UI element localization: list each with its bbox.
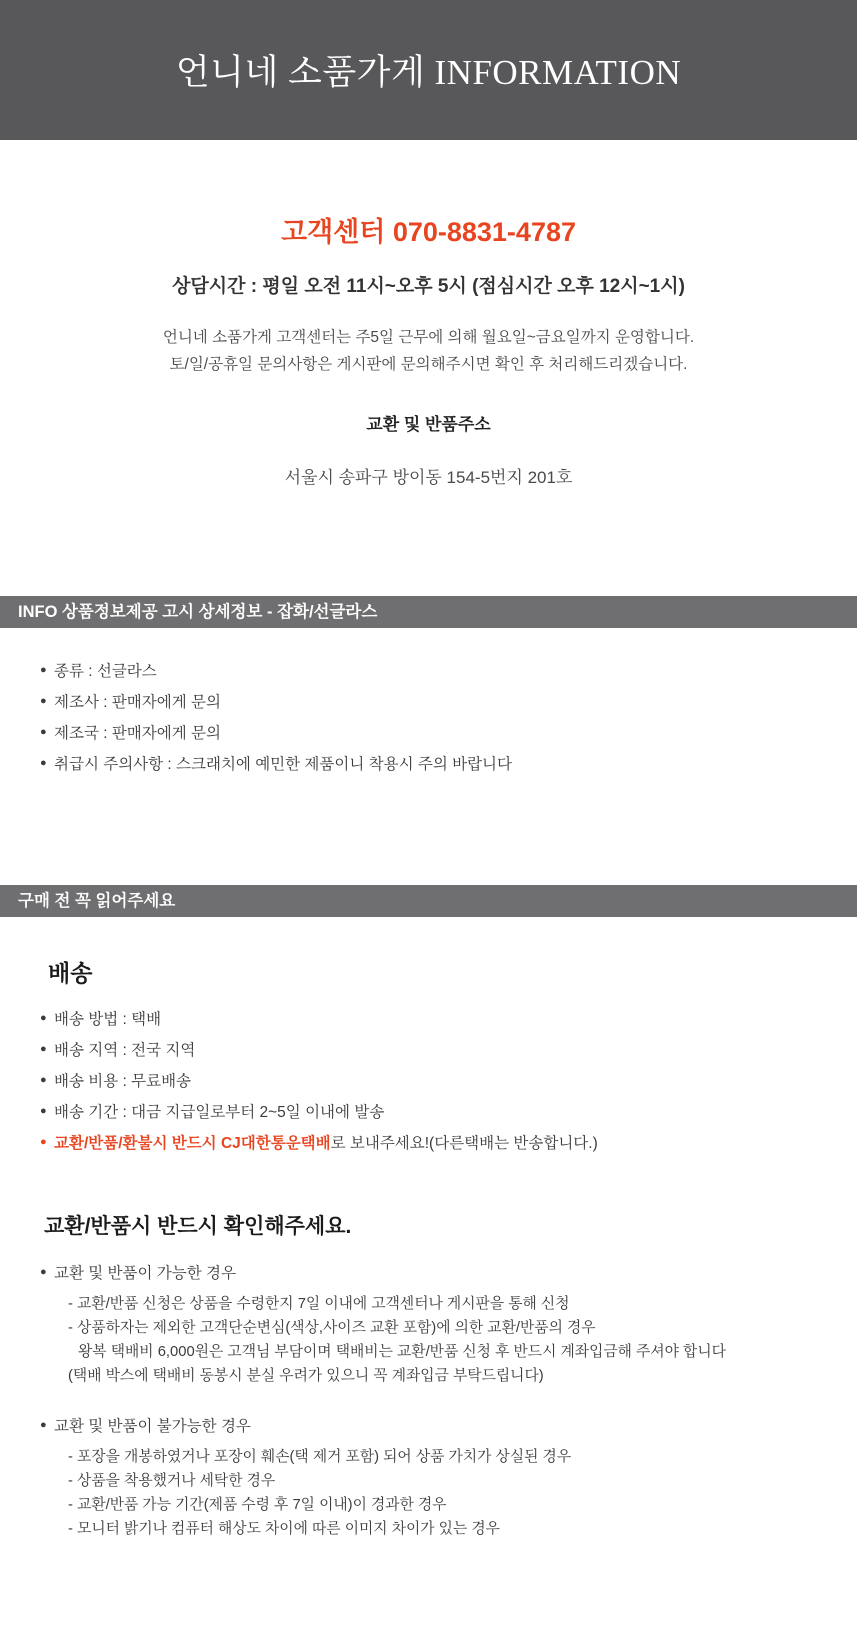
exchange-impossible-line: - 교환/반품 가능 기간(제품 수령 후 7일 이내)이 경과한 경우: [68, 1497, 447, 1514]
spacer: [0, 1389, 857, 1409]
product-info-list: [0, 628, 857, 777]
list-item-courier-notice: [40, 1132, 857, 1156]
list-item: [40, 660, 857, 684]
bullet-icon: ●: [40, 664, 47, 677]
list-item: [40, 1039, 857, 1063]
list-item-label: 종류 : 선글라스: [54, 663, 157, 681]
return-address-value: 서울시 송파구 방이동 154-5번지 201호: [284, 468, 573, 488]
exchange-impossible-line: - 모니터 밝기나 컴퓨터 해상도 차이에 따른 이미지 차이가 있는 경우: [68, 1521, 500, 1538]
list-item-label: 교환 및 반품이 불가능한 경우: [54, 1418, 251, 1436]
bullet-icon: ●: [40, 1266, 47, 1279]
page-title: 언니네 소품가게 INFORMATION: [175, 53, 682, 92]
list-item: [40, 1008, 857, 1032]
exchange-impossible-line: - 상품을 착용했거나 세탁한 경우: [68, 1473, 276, 1490]
exchange-possible-line: - 교환/반품 신청은 상품을 수령한지 7일 이내에 고객센터나 게시판을 통해 신청: [68, 1296, 570, 1313]
bullet-icon: ●: [40, 1136, 47, 1149]
bullet-icon: ●: [40, 726, 47, 739]
list-item: [40, 753, 857, 777]
contact-note-line2: 토/일/공휴일 문의사항은 게시판에 문의해주시면 확인 후 처리해드리겠습니다.: [169, 356, 688, 374]
bottom-spacer: [0, 1542, 857, 1652]
bullet-icon: ●: [40, 1105, 47, 1118]
exchange-possible-block: [0, 1256, 857, 1286]
list-item-label: 제조사 : 판매자에게 문의: [54, 694, 221, 712]
list-item: [40, 1070, 857, 1094]
list-item: [40, 1101, 857, 1125]
courier-notice-main: 교환/반품/환불시 반드시 CJ대한통운택배: [54, 1135, 331, 1153]
contact-block: [0, 140, 857, 488]
bullet-icon: ●: [40, 757, 47, 770]
list-item-label: 배송 비용 : 무료배송: [54, 1073, 192, 1091]
list-item: [40, 1262, 857, 1286]
list-item-label: 교환 및 반품이 가능한 경우: [54, 1265, 236, 1283]
exchange-heading: 교환/반품시 반드시 확인해주세요.: [44, 1215, 352, 1239]
contact-note: [0, 324, 857, 378]
bullet-icon: ●: [40, 1012, 47, 1025]
contact-note-line1: 언니네 소품가게 고객센터는 주5일 근무에 의해 월요일~금요일까지 운영합니다.: [162, 329, 695, 346]
bullet-icon: ●: [40, 1074, 47, 1087]
bullet-icon: ●: [40, 1043, 47, 1056]
exchange-impossible-block: [0, 1409, 857, 1439]
customer-center-phone: 고객센터 070-8831-4787: [281, 217, 576, 247]
shipping-heading: 배송: [48, 960, 93, 987]
list-item-label: 배송 지역 : 전국 지역: [54, 1042, 196, 1060]
list-item-label: 배송 방법 : 택배: [54, 1011, 162, 1029]
list-item: [40, 1415, 857, 1439]
list-item-label: 취급시 주의사항 : 스크래치에 예민한 제품이니 착용시 주의 바랍니다: [54, 756, 513, 774]
shipping-list: [0, 1002, 857, 1156]
bullet-icon: ●: [40, 695, 47, 708]
exchange-possible-line: (택배 박스에 택배비 동봉시 분실 우려가 있으니 꼭 계좌입금 부탁드립니다): [68, 1368, 544, 1385]
return-address-label: 교환 및 반품주소: [366, 415, 491, 435]
courier-notice-text: [54, 1132, 598, 1156]
courier-notice-tail: 로 보내주세요!(다른택배는 반송합니다.): [330, 1135, 598, 1153]
list-item: [40, 691, 857, 715]
exchange-possible-line: - 상품하자는 제외한 고객단순변심(색상,사이즈 교환 포함)에 의한 교환/반품의 경우: [68, 1320, 596, 1337]
list-item-label: 배송 기간 : 대금 지급일로부터 2~5일 이내에 발송: [54, 1104, 385, 1122]
page-header-banner: [0, 0, 857, 140]
section-bar-purchase-notice: 구매 전 꼭 읽어주세요: [0, 885, 857, 917]
list-item-label: 제조국 : 판매자에게 문의: [54, 725, 221, 743]
exchange-possible-line: 왕복 택배비 6,000원은 고객님 부담이며 택배비는 교환/반품 신청 후 반드시 계좌입금해 주셔야 합니다: [78, 1344, 726, 1361]
consultation-hours: 상담시간 : 평일 오전 11시~오후 5시 (점심시간 오후 12시~1시): [172, 276, 685, 297]
exchange-impossible-line: - 포장을 개봉하였거나 포장이 훼손(택 제거 포함) 되어 상품 가치가 상실된 경우: [68, 1449, 572, 1466]
section-bar-product-info: INFO 상품정보제공 고시 상세정보 - 잡화/선글라스: [0, 596, 857, 628]
list-item: [40, 722, 857, 746]
bullet-icon: ●: [40, 1419, 47, 1432]
